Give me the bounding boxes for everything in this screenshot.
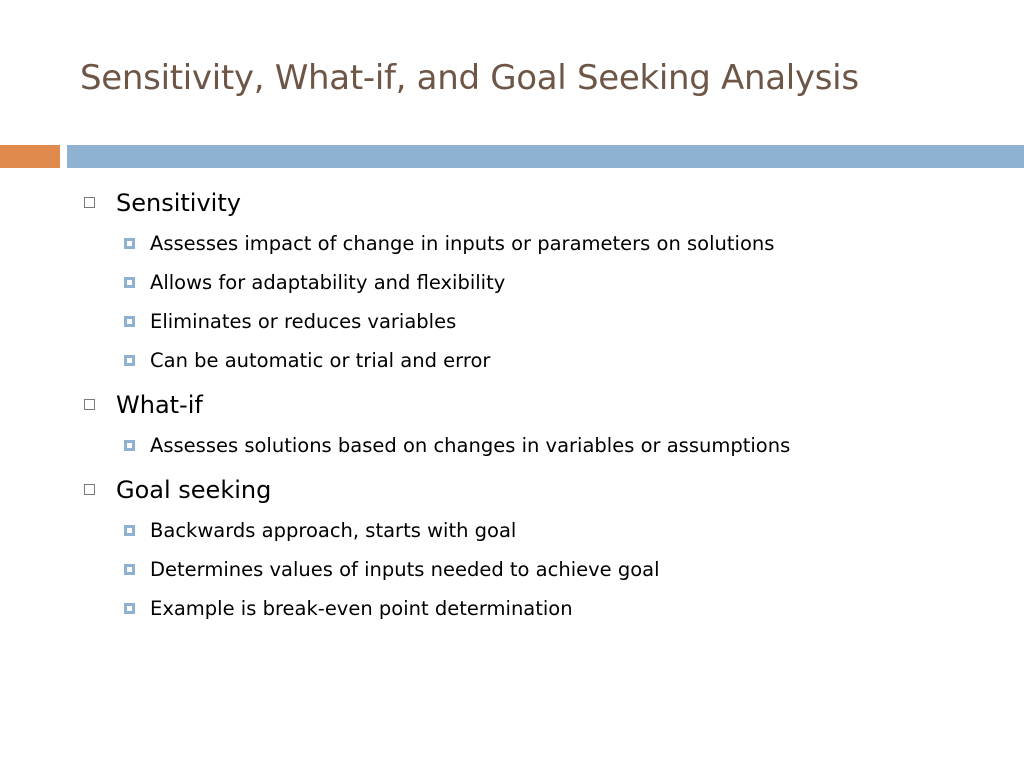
square-bullet-icon <box>124 238 135 249</box>
section-heading-text: What-if <box>116 391 203 419</box>
list-item-text: Can be automatic or trial and error <box>150 349 491 372</box>
square-bullet-icon <box>124 603 135 614</box>
section-heading-sensitivity <box>80 182 1000 224</box>
hollow-square-bullet-icon <box>84 399 95 410</box>
sub-bullet-list <box>80 426 1000 465</box>
section-heading-text: Goal seeking <box>116 476 272 504</box>
list-item-text: Backwards approach, starts with goal <box>150 519 517 542</box>
section-heading-goal-seeking <box>80 469 1000 511</box>
list-item <box>80 589 1000 628</box>
list-item-text: Assesses solutions based on changes in variables or assumptions <box>150 434 791 457</box>
list-item <box>80 302 1000 341</box>
accent-bar-orange <box>0 145 60 168</box>
accent-bar-blue <box>67 145 1024 168</box>
slide-title: Sensitivity, What-if, and Goal Seeking Analysis <box>80 58 859 98</box>
square-bullet-icon <box>124 440 135 451</box>
section-heading-text: Sensitivity <box>116 189 241 217</box>
list-item <box>80 550 1000 589</box>
list-item <box>80 263 1000 302</box>
sub-bullet-list <box>80 224 1000 380</box>
sub-bullet-list <box>80 511 1000 628</box>
section-heading-what-if <box>80 384 1000 426</box>
hollow-square-bullet-icon <box>84 197 95 208</box>
list-item-text: Eliminates or reduces variables <box>150 310 457 333</box>
list-item <box>80 341 1000 380</box>
list-item <box>80 511 1000 550</box>
list-item-text: Assesses impact of change in inputs or parameters on solutions <box>150 232 775 255</box>
bullet-list <box>80 182 1000 632</box>
square-bullet-icon <box>124 316 135 327</box>
list-item <box>80 224 1000 263</box>
square-bullet-icon <box>124 564 135 575</box>
hollow-square-bullet-icon <box>84 484 95 495</box>
square-bullet-icon <box>124 277 135 288</box>
square-bullet-icon <box>124 355 135 366</box>
list-item <box>80 426 1000 465</box>
list-item-text: Example is break-even point determination <box>150 597 573 620</box>
list-item-text: Allows for adaptability and flexibility <box>150 271 506 294</box>
square-bullet-icon <box>124 525 135 536</box>
list-item-text: Determines values of inputs needed to achieve goal <box>150 558 660 581</box>
